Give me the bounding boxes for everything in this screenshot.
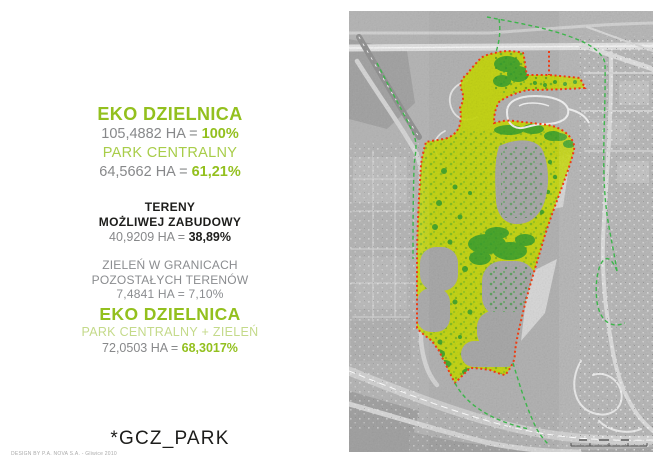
project-code-label: *GCZ_PARK: [110, 428, 230, 449]
photo-grain: [349, 11, 653, 452]
development-title-line2: MOŻLIWEJ ZABUDOWY: [98, 215, 242, 229]
stats-stack: [0, 0, 340, 356]
combined-area: 72,0503 HA =: [102, 340, 182, 355]
combined-title: EKO DZIELNICA: [99, 303, 241, 324]
park-title: PARK CENTRALNY: [102, 145, 238, 161]
park-area: 64,5662 HA =: [99, 164, 192, 180]
development-area-line: [0, 230, 340, 245]
district-title: EKO DZIELNICA: [97, 104, 243, 124]
development-title-line1: TERENY: [144, 200, 196, 214]
district-percent: 100%: [201, 126, 239, 142]
development-percent: 38,89%: [188, 230, 231, 244]
park-area-line: [0, 163, 340, 182]
design-credit: DESIGN BY P.A. NOVA S.A. - Gliwice 2010: [11, 451, 117, 457]
aerial-map-svg: [349, 11, 653, 452]
district-area: 105,4882 HA =: [101, 126, 202, 142]
combined-percent: 68,3017%: [181, 340, 238, 355]
combined-area-line: [0, 340, 340, 356]
greenery-line1: ZIELEŃ W GRANICACH: [102, 258, 238, 272]
greenery-line2: POZOSTAŁYCH TERENÓW: [91, 272, 249, 287]
combined-subtitle: PARK CENTRALNY + ZIELEŃ: [81, 324, 259, 339]
aerial-map: [349, 11, 653, 452]
district-area-line: [0, 124, 340, 144]
development-area: 40,9209 HA =: [109, 230, 189, 244]
park-percent: 61,21%: [191, 164, 241, 180]
greenery-line3: 7,4841 HA = 7,10%: [116, 287, 224, 301]
